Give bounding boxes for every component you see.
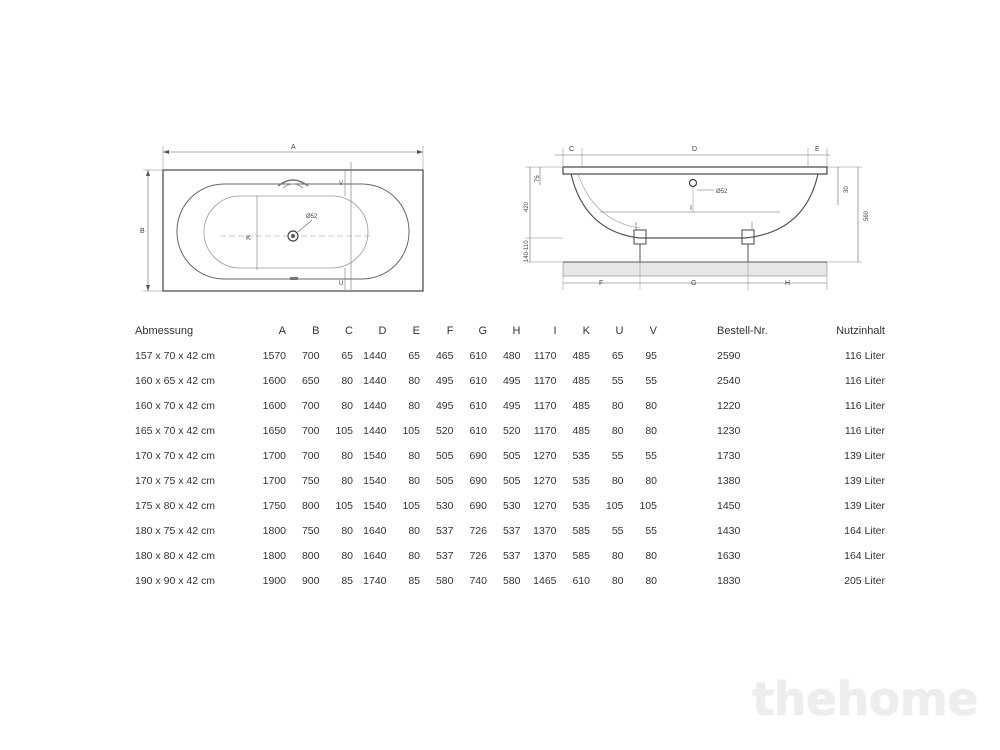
label-U: U	[339, 281, 344, 287]
cell-bestell-nr-text: 1220	[717, 400, 741, 412]
cell-nutzinhalt: 139 Liter	[844, 475, 885, 487]
cell-b: 750	[301, 525, 320, 537]
cell-i: 1270	[533, 500, 557, 512]
cell-a: 1570	[262, 350, 286, 362]
cell-b: 700	[301, 350, 320, 362]
cell-u: 55	[611, 450, 624, 462]
cell-nutzinhalt: 139 Liter	[844, 450, 885, 462]
cell-a: 1600	[262, 375, 286, 387]
cell-nutzinhalt: 164 Liter	[844, 550, 885, 562]
cell-e: 85	[408, 575, 420, 587]
cell-g: 690	[469, 450, 487, 462]
cell-c: 80	[341, 450, 353, 462]
cell-bestell-nr-text: 1230	[717, 425, 741, 437]
cell-nutzinhalt: 164 Liter	[844, 525, 885, 537]
cell-i: 1370	[533, 550, 557, 562]
cell-h: 495	[502, 400, 521, 412]
cell-d: 1740	[363, 575, 387, 587]
cell-b: 650	[301, 375, 320, 387]
cell-bestell-nr-text: 1730	[717, 450, 741, 462]
cell-v: 105	[639, 500, 657, 512]
cell-nutzinhalt: 116 Liter	[844, 375, 885, 387]
cell-d: 1540	[363, 450, 387, 462]
header-nutzinhalt: Nutzinhalt	[836, 325, 885, 337]
cell-bestell-nr	[657, 494, 775, 519]
cell-f: 465	[435, 350, 454, 362]
header-bestell-nr	[657, 318, 775, 344]
header-u: U	[615, 325, 624, 337]
table-row	[135, 494, 885, 519]
cell-h: 520	[502, 425, 521, 437]
label-I: I	[690, 205, 692, 212]
table-row	[135, 569, 885, 594]
cell-u: 55	[611, 525, 624, 537]
cell-f: 520	[435, 425, 454, 437]
cell-a: 1800	[262, 525, 286, 537]
cell-c: 80	[341, 550, 353, 562]
cell-bestell-nr-text: 1630	[717, 550, 741, 562]
table-row	[135, 519, 885, 544]
table-row	[135, 419, 885, 444]
cell-u: 80	[611, 400, 624, 412]
cell-u: 80	[611, 550, 624, 562]
header-i: I	[553, 325, 557, 337]
cell-v: 80	[645, 400, 657, 412]
header-a: A	[278, 325, 286, 337]
cell-v: 55	[645, 450, 657, 462]
cell-f: 537	[435, 550, 454, 562]
cell-c: 105	[335, 425, 353, 437]
cell-g: 610	[469, 375, 487, 387]
cell-e: 80	[408, 525, 420, 537]
cell-i: 1465	[533, 575, 557, 587]
table-row	[135, 544, 885, 569]
cell-v: 55	[645, 375, 657, 387]
cell-bestell-nr-text: 1380	[717, 475, 741, 487]
table-header-row	[135, 318, 885, 344]
label-V: V	[339, 181, 344, 187]
cell-c: 65	[341, 350, 353, 362]
cell-d: 1540	[363, 475, 387, 487]
cell-e: 80	[408, 375, 420, 387]
cell-f: 505	[435, 475, 454, 487]
header-abmessung: Abmessung	[135, 325, 194, 337]
cell-bestell-nr	[657, 469, 775, 494]
header-v: V	[649, 325, 657, 337]
cell-g: 726	[469, 550, 487, 562]
cell-bestell-nr	[657, 444, 775, 469]
cell-i: 1370	[533, 525, 557, 537]
cell-bestell-nr	[657, 544, 775, 569]
cell-v: 80	[645, 575, 657, 587]
label-D: D	[692, 146, 698, 153]
watermark-logo: thehome	[752, 672, 978, 726]
cell-abmessung: 170 x 75 x 42 cm	[135, 475, 215, 487]
label-30: 30	[844, 186, 850, 193]
header-g: G	[478, 325, 487, 337]
cell-f: 537	[435, 525, 454, 537]
cell-h: 495	[502, 375, 521, 387]
cell-bestell-nr	[657, 519, 775, 544]
cell-u: 80	[611, 475, 624, 487]
cell-b: 800	[301, 550, 320, 562]
cell-v: 80	[645, 425, 657, 437]
cell-d: 1640	[363, 550, 387, 562]
cell-c: 105	[335, 500, 353, 512]
cell-a: 1700	[262, 475, 286, 487]
side-view	[525, 148, 862, 290]
cell-d: 1640	[363, 525, 387, 537]
label-140-110: 140-110	[524, 240, 530, 262]
cell-g: 690	[469, 475, 487, 487]
cell-i: 1170	[533, 375, 557, 387]
cell-g: 610	[469, 425, 487, 437]
cell-g: 690	[469, 500, 487, 512]
header-b: B	[312, 325, 320, 337]
label-H: H	[785, 280, 791, 287]
cell-abmessung: 180 x 75 x 42 cm	[135, 525, 215, 537]
cell-e: 80	[408, 400, 420, 412]
cell-bestell-nr-text: 1830	[717, 575, 741, 587]
label-E: E	[815, 146, 820, 153]
cell-h: 530	[502, 500, 521, 512]
cell-f: 580	[435, 575, 454, 587]
cell-i: 1170	[533, 400, 557, 412]
cell-c: 80	[341, 375, 353, 387]
cell-f: 495	[435, 400, 454, 412]
header-c: C	[345, 325, 353, 337]
cell-e: 80	[408, 550, 420, 562]
cell-d: 1440	[363, 350, 387, 362]
table-row	[135, 394, 885, 419]
label-drain-side: Ø52	[716, 189, 728, 195]
cell-nutzinhalt: 139 Liter	[844, 500, 885, 512]
cell-h: 580	[502, 575, 521, 587]
cell-h: 505	[502, 450, 521, 462]
cell-f: 495	[435, 375, 454, 387]
cell-b: 700	[301, 425, 320, 437]
cell-bestell-nr	[657, 394, 775, 419]
cell-k: 485	[572, 400, 590, 412]
label-K: K	[246, 235, 251, 242]
cell-u: 65	[611, 350, 624, 362]
cell-abmessung: 160 x 70 x 42 cm	[135, 400, 215, 412]
table-row	[135, 344, 885, 369]
cell-k: 535	[572, 500, 590, 512]
cell-d: 1440	[363, 375, 387, 387]
label-G: G	[691, 280, 697, 287]
cell-abmessung: 170 x 70 x 42 cm	[135, 450, 215, 462]
cell-abmessung: 160 x 65 x 42 cm	[135, 375, 215, 387]
cell-c: 80	[341, 475, 353, 487]
label-75: 75	[535, 175, 541, 182]
cell-g: 610	[469, 400, 487, 412]
label-560: 560	[864, 210, 870, 221]
cell-k: 585	[572, 550, 590, 562]
cell-a: 1650	[262, 425, 286, 437]
cell-k: 535	[572, 450, 590, 462]
cell-v: 80	[645, 550, 657, 562]
cell-bestell-nr-text: 1430	[717, 525, 741, 537]
cell-e: 80	[408, 450, 420, 462]
cell-d: 1540	[363, 500, 387, 512]
cell-u: 80	[611, 575, 624, 587]
header-f: F	[446, 325, 454, 337]
cell-a: 1700	[262, 450, 286, 462]
cell-k: 485	[572, 350, 590, 362]
cell-d: 1440	[363, 425, 387, 437]
cell-g: 726	[469, 525, 487, 537]
label-F: F	[599, 280, 604, 287]
cell-v: 95	[645, 350, 657, 362]
cell-b: 800	[301, 500, 320, 512]
cell-k: 535	[572, 475, 590, 487]
cell-h: 480	[502, 350, 521, 362]
cell-nutzinhalt: 116 Liter	[844, 400, 885, 412]
cell-e: 80	[408, 475, 420, 487]
cell-h: 505	[502, 475, 521, 487]
cell-f: 530	[435, 500, 454, 512]
table-row	[135, 369, 885, 394]
cell-abmessung: 190 x 90 x 42 cm	[135, 575, 215, 587]
cell-bestell-nr-text: 1450	[717, 500, 741, 512]
cell-bestell-nr	[657, 344, 775, 369]
cell-bestell-nr-text: 2590	[717, 350, 741, 362]
header-e: E	[412, 325, 420, 337]
cell-c: 80	[341, 400, 353, 412]
cell-b: 900	[301, 575, 320, 587]
label-A: A	[291, 144, 296, 151]
cell-a: 1900	[262, 575, 286, 587]
cell-i: 1270	[533, 450, 557, 462]
cell-i: 1270	[533, 475, 557, 487]
top-view	[143, 146, 423, 291]
cell-h: 537	[502, 550, 521, 562]
cell-u: 55	[611, 375, 624, 387]
cell-b: 700	[301, 450, 320, 462]
header-bestell-nr-text: Bestell-Nr.	[717, 325, 768, 337]
cell-g: 610	[469, 350, 487, 362]
label-420: 420	[524, 201, 530, 212]
cell-bestell-nr	[657, 369, 775, 394]
label-C: C	[569, 146, 575, 153]
cell-k: 485	[572, 425, 590, 437]
header-h: H	[512, 325, 521, 337]
cell-nutzinhalt: 205 Liter	[844, 575, 885, 587]
cell-f: 505	[435, 450, 454, 462]
cell-abmessung: 165 x 70 x 42 cm	[135, 425, 215, 437]
cell-v: 80	[645, 475, 657, 487]
cell-k: 585	[572, 525, 590, 537]
table-row	[135, 444, 885, 469]
cell-c: 85	[341, 575, 353, 587]
cell-b: 700	[301, 400, 320, 412]
cell-b: 750	[301, 475, 320, 487]
cell-bestell-nr-text: 2540	[717, 375, 741, 387]
cell-nutzinhalt: 116 Liter	[844, 425, 885, 437]
cell-g: 740	[469, 575, 487, 587]
cell-a: 1600	[262, 400, 286, 412]
cell-bestell-nr	[657, 419, 775, 444]
cell-abmessung: 175 x 80 x 42 cm	[135, 500, 215, 512]
label-B: B	[140, 228, 145, 235]
cell-abmessung: 180 x 80 x 42 cm	[135, 550, 215, 562]
cell-i: 1170	[533, 425, 557, 437]
cell-h: 537	[502, 525, 521, 537]
cell-bestell-nr	[657, 569, 775, 594]
cell-k: 610	[572, 575, 590, 587]
cell-c: 80	[341, 525, 353, 537]
technical-drawing	[0, 0, 1000, 310]
cell-e: 105	[402, 500, 420, 512]
dimensions-table	[135, 318, 885, 594]
cell-u: 105	[605, 500, 624, 512]
header-d: D	[378, 325, 387, 337]
cell-a: 1800	[262, 550, 286, 562]
cell-u: 80	[611, 425, 624, 437]
cell-nutzinhalt: 116 Liter	[844, 350, 885, 362]
cell-i: 1170	[533, 350, 557, 362]
cell-a: 1750	[262, 500, 286, 512]
label-drain-top: Ø52	[306, 214, 318, 220]
cell-d: 1440	[363, 400, 387, 412]
cell-v: 55	[645, 525, 657, 537]
cell-abmessung: 157 x 70 x 42 cm	[135, 350, 215, 362]
cell-e: 65	[408, 350, 420, 362]
table-row	[135, 469, 885, 494]
cell-k: 485	[572, 375, 590, 387]
header-k: K	[582, 325, 590, 337]
cell-e: 105	[402, 425, 420, 437]
